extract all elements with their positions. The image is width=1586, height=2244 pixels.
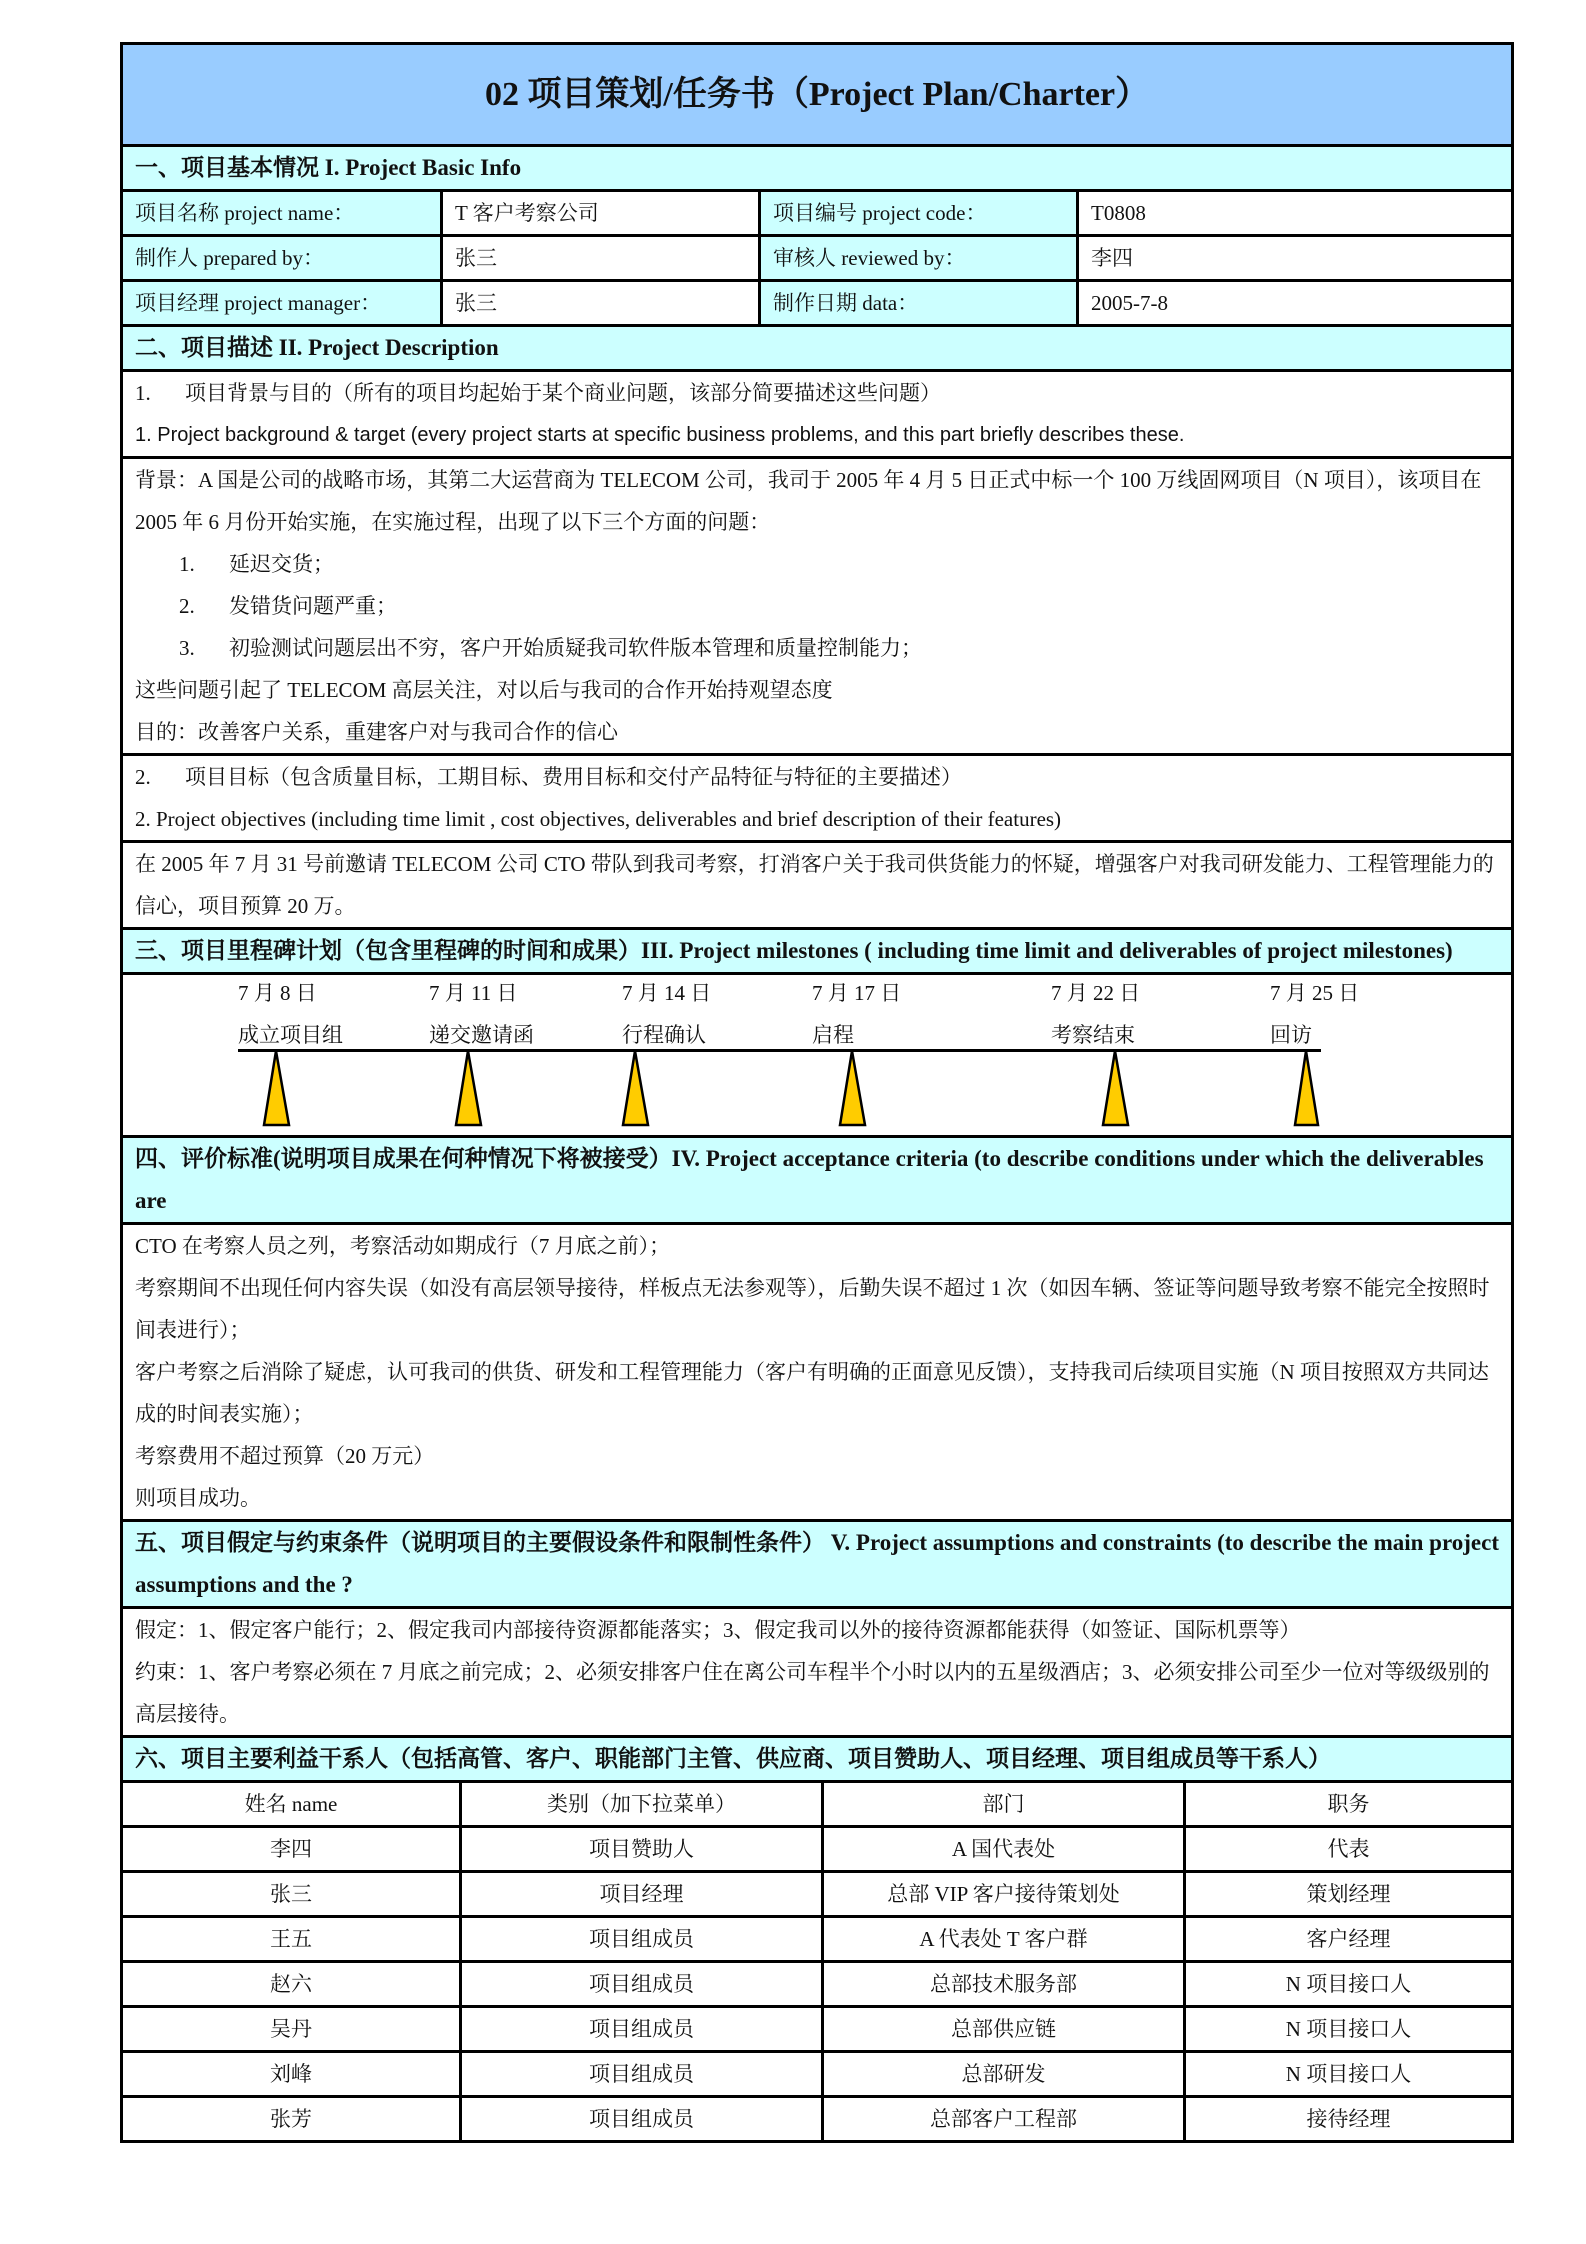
stakeholder-name[interactable]: 赵六 (122, 1962, 461, 2007)
project-manager-value[interactable]: 张三 (442, 281, 760, 326)
criteria-line: 考察费用不超过预算（20 万元） (135, 1444, 435, 1468)
section-milestones-header: 三、项目里程碑计划（包含里程碑的时间和成果）III. Project milestones ( including time limit and deliverables of project milestones) (122, 929, 1513, 974)
milestone-marker-icon (623, 1051, 648, 1125)
milestone-label: 考察结束 (1051, 1023, 1135, 1047)
milestone-date: 7 月 14 日 (622, 981, 712, 1005)
prepared-by-label: 制作人 prepared by： (122, 236, 442, 281)
milestone-label: 成立项目组 (238, 1023, 343, 1047)
milestone-date: 7 月 25 日 (1270, 981, 1360, 1005)
item-number: 1. (135, 381, 151, 405)
reviewed-by-label: 审核人 reviewed by： (760, 236, 1078, 281)
stakeholder-name[interactable]: 吴丹 (122, 2007, 461, 2052)
background-content[interactable] (122, 458, 1513, 755)
column-header-department: 部门 (823, 1782, 1185, 1827)
column-header-category: 类别（加下拉菜单） (461, 1782, 823, 1827)
table-row (122, 1827, 1513, 1872)
stakeholder-category[interactable]: 项目组成员 (461, 2097, 823, 2142)
problem-text: 初验测试问题层出不穷，客户开始质疑我司软件版本管理和质量控制能力； (229, 636, 922, 660)
background-text: 背景：A 国是公司的战略市场，其第二大运营商为 TELECOM 公司，我司于 2005 年 4 月 5 日正式中标一个 100 万线固网项目（N 项目），该项目在 2005 年 6 月份开始实施，在实施过程，出现了以下三个方面的问题： (135, 468, 1482, 534)
goal-text: 目的：改善客户关系，重建客户对与我司合作的信心 (135, 720, 618, 744)
stakeholder-category[interactable]: 项目经理 (461, 1872, 823, 1917)
project-name-value[interactable]: T 客户考察公司 (442, 191, 760, 236)
milestone-date: 7 月 17 日 (812, 981, 902, 1005)
stakeholder-department[interactable]: A 国代表处 (823, 1827, 1185, 1872)
table-row (122, 2007, 1513, 2052)
stakeholder-department[interactable]: 总部技术服务部 (823, 1962, 1185, 2007)
milestone-label: 回访 (1270, 1023, 1312, 1047)
problem-number: 3. (179, 636, 195, 660)
stakeholder-table (120, 1780, 1514, 2143)
prepared-by-value[interactable]: 张三 (442, 236, 760, 281)
column-header-position: 职务 (1185, 1782, 1513, 1827)
criteria-line: 客户考察之后消除了疑虑，认可我司的供货、研发和工程管理能力（客户有明确的正面意见反馈），支持我司后续项目实施（N 项目按照双方共同达成的时间表实施）； (135, 1360, 1489, 1426)
stakeholder-category[interactable]: 项目组成员 (461, 2052, 823, 2097)
milestone-date: 7 月 22 日 (1051, 981, 1141, 1005)
table-row (122, 1962, 1513, 2007)
stakeholder-header-row (122, 1782, 1513, 1827)
project-name-label: 项目名称 project name： (122, 191, 442, 236)
objectives-prompt-cn: 项目目标（包含质量目标，工期目标、费用目标和交付产品特征与特征的主要描述） (185, 765, 962, 789)
milestone-date: 7 月 11 日 (429, 981, 518, 1005)
stakeholder-position[interactable]: N 项目接口人 (1185, 1962, 1513, 2007)
column-header-name: 姓名 name (122, 1782, 461, 1827)
section-basic-info-header: 一、项目基本情况 I. Project Basic Info (122, 146, 1513, 191)
table-row (122, 1917, 1513, 1962)
objectives-content[interactable]: 在 2005 年 7 月 31 号前邀请 TELECOM 公司 CTO 带队到我司考察，打消客户关于我司供货能力的怀疑，增强客户对我司研发能力、工程管理能力的信心，项目预算 20 万。 (122, 842, 1513, 929)
stakeholder-position[interactable]: N 项目接口人 (1185, 2007, 1513, 2052)
stakeholder-department[interactable]: A 代表处 T 客户群 (823, 1917, 1185, 1962)
milestone-marker-icon (1103, 1051, 1128, 1125)
project-charter-document (120, 42, 1511, 2143)
milestone-marker-icon (456, 1051, 481, 1125)
acceptance-content[interactable] (122, 1224, 1513, 1521)
problem-number: 1. (179, 552, 195, 576)
stakeholder-name[interactable]: 张三 (122, 1872, 461, 1917)
criteria-line: 考察期间不出现任何内容失误（如没有高层领导接待，样板点无法参观等），后勤失误不超过 1 次（如因车辆、签证等问题导致考察不能完全按照时间表进行）； (135, 1276, 1490, 1342)
constraints-text: 约束：1、客户考察必须在 7 月底之前完成；2、必须安排客户住在离公司车程半个小时以内的五星级酒店；3、必须安排公司至少一位对等级级别的高层接待。 (135, 1660, 1490, 1726)
milestone-timeline (122, 974, 1513, 1137)
info-row (122, 191, 1513, 236)
info-row (122, 236, 1513, 281)
section-acceptance-header: 四、评价标准(说明项目成果在何种情况下将被接受）IV. Project acceptance criteria (to describe conditions under which the deliverables are (122, 1137, 1513, 1224)
stakeholder-position[interactable]: 代表 (1185, 1827, 1513, 1872)
milestone-marker-icon (264, 1051, 289, 1125)
concern-text: 这些问题引起了 TELECOM 高层关注，对以后与我司的合作开始持观望态度 (135, 678, 833, 702)
section-description-header: 二、项目描述 II. Project Description (122, 326, 1513, 371)
stakeholder-position[interactable]: 策划经理 (1185, 1872, 1513, 1917)
reviewed-by-value[interactable]: 李四 (1078, 236, 1513, 281)
assumptions-text: 假定：1、假定客户能行；2、假定我司内部接待资源都能落实；3、假定我司以外的接待资源都能获得（如签证、国际机票等） (135, 1618, 1301, 1642)
stakeholder-name[interactable]: 张芳 (122, 2097, 461, 2142)
section-assumptions-header: 五、项目假定与约束条件（说明项目的主要假设条件和限制性条件） V. Project assumptions and constraints (to describe the main project assumptions and the ? (122, 1521, 1513, 1608)
date-label: 制作日期 data： (760, 281, 1078, 326)
objectives-prompt (122, 755, 1513, 842)
item-number: 2. (135, 765, 151, 789)
table-row (122, 2052, 1513, 2097)
milestone-label: 启程 (812, 1023, 854, 1047)
project-manager-label: 项目经理 project manager： (122, 281, 442, 326)
stakeholder-category[interactable]: 项目组成员 (461, 1917, 823, 1962)
background-prompt-cn: 项目背景与目的（所有的项目均起始于某个商业问题，该部分简要描述这些问题） (185, 381, 941, 405)
stakeholder-department[interactable]: 总部 VIP 客户接待策划处 (823, 1872, 1185, 1917)
criteria-line: 则项目成功。 (135, 1486, 261, 1510)
table-row (122, 2097, 1513, 2142)
info-row (122, 281, 1513, 326)
stakeholder-position[interactable]: 客户经理 (1185, 1917, 1513, 1962)
stakeholder-name[interactable]: 王五 (122, 1917, 461, 1962)
section-stakeholders-header: 六、项目主要利益干系人（包括高管、客户、职能部门主管、供应商、项目赞助人、项目经理、项目组成员等干系人） (122, 1737, 1513, 1782)
problem-text: 发错货问题严重； (229, 594, 397, 618)
milestone-label: 递交邀请函 (429, 1023, 534, 1047)
background-prompt (122, 371, 1513, 458)
date-value[interactable]: 2005-7-8 (1078, 281, 1513, 326)
milestone-markers (123, 975, 1514, 1135)
stakeholder-category[interactable]: 项目组成员 (461, 2007, 823, 2052)
stakeholder-category[interactable]: 项目赞助人 (461, 1827, 823, 1872)
criteria-line: CTO 在考察人员之列，考察活动如期成行（7 月底之前）； (135, 1234, 671, 1258)
charter-table (120, 42, 1514, 1783)
problem-number: 2. (179, 594, 195, 618)
milestone-date: 7 月 8 日 (238, 981, 317, 1005)
project-code-value[interactable]: T0808 (1078, 191, 1513, 236)
stakeholder-category[interactable]: 项目组成员 (461, 1962, 823, 2007)
stakeholder-name[interactable]: 刘峰 (122, 2052, 461, 2097)
stakeholder-name[interactable]: 李四 (122, 1827, 461, 1872)
table-row (122, 1872, 1513, 1917)
background-prompt-en: 1. Project background & target (every project starts at specific business problems, and this part briefly describes these. (135, 424, 1185, 446)
page-title: 02 项目策划/任务书（Project Plan/Charter） (122, 44, 1513, 146)
stakeholder-position[interactable]: N 项目接口人 (1185, 2052, 1513, 2097)
objectives-prompt-en: 2. Project objectives (including time limit , cost objectives, deliverables and brief description of their features) (135, 807, 1062, 831)
milestone-marker-icon (840, 1051, 865, 1125)
stakeholder-position[interactable]: 接待经理 (1185, 2097, 1513, 2142)
problem-text: 延迟交货； (229, 552, 334, 576)
stakeholder-department[interactable]: 总部客户工程部 (823, 2097, 1185, 2142)
project-code-label: 项目编号 project code： (760, 191, 1078, 236)
stakeholder-department[interactable]: 总部研发 (823, 2052, 1185, 2097)
milestone-marker-icon (1295, 1051, 1318, 1125)
assumptions-content[interactable] (122, 1608, 1513, 1737)
milestone-label: 行程确认 (622, 1023, 706, 1047)
stakeholder-department[interactable]: 总部供应链 (823, 2007, 1185, 2052)
